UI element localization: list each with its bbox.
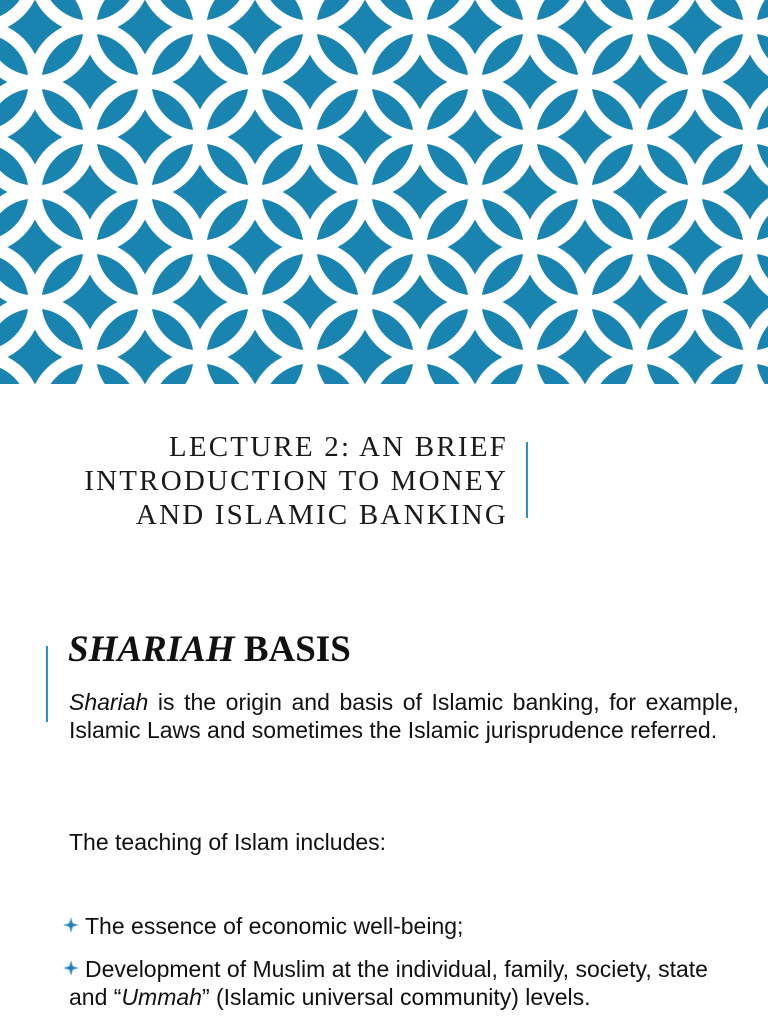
title-accent-bar: [526, 442, 528, 518]
section-heading: [68, 628, 351, 671]
bullet2-end: ” (Islamic universal community) levels.: [201, 984, 591, 1010]
pattern-banner: [0, 0, 768, 384]
title-line-1: LECTURE 2: AN BRIEF: [168, 431, 508, 463]
list-item: [69, 912, 739, 940]
diamond-bullet-icon: [63, 960, 79, 976]
para1-italic: Shariah: [69, 689, 149, 715]
para1-rest: is the origin and basis of Islamic banking, for example, Islamic Laws and sometimes the Islamic jurisprudence referred.: [69, 689, 739, 743]
bullet2-start: Development of Muslim at the individual, family, society, state and “: [69, 956, 708, 1010]
interlocking-circles-pattern: [0, 0, 768, 384]
list-item: [69, 955, 739, 1011]
heading-italic: SHARIAH: [68, 629, 235, 670]
title-line-3: AND ISLAMIC BANKING: [135, 499, 508, 531]
teaching-intro: The teaching of Islam includes:: [69, 829, 387, 855]
heading-rest: BASIS: [234, 629, 351, 670]
bullet2-italic: Ummah: [121, 984, 202, 1010]
shariah-paragraph: [69, 688, 739, 744]
diamond-bullet-icon: [63, 917, 79, 933]
section-accent-bar: [46, 646, 48, 722]
title-line-2: INTRODUCTION TO MONEY: [84, 465, 508, 497]
slide-title: [0, 430, 508, 532]
bullet1-text: The essence of economic well-being;: [85, 913, 464, 939]
